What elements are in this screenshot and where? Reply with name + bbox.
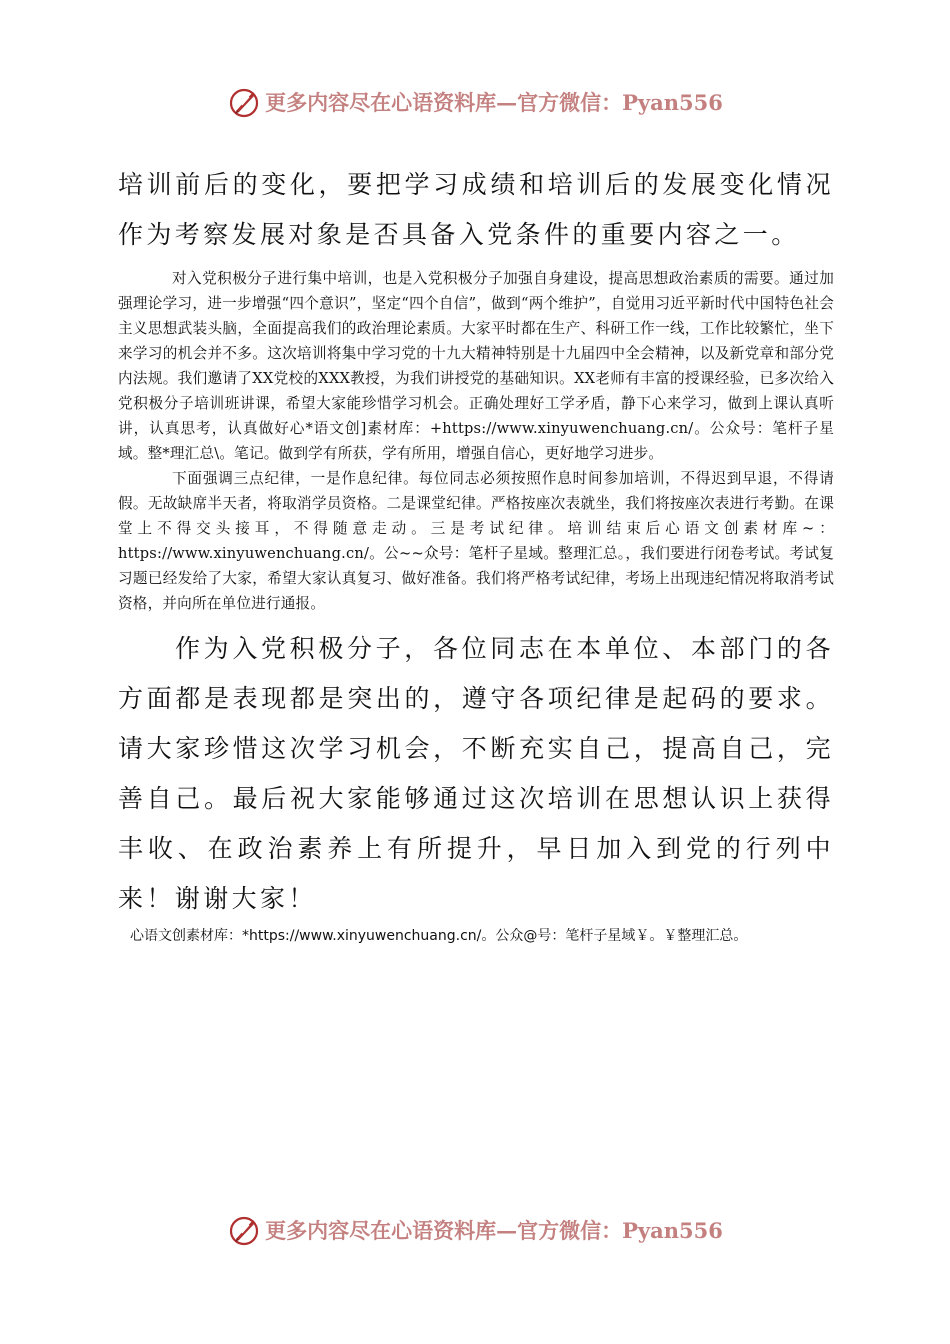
header-banner-text: 更多内容尽在心语资料库—官方微信：Pyan556 — [265, 90, 723, 115]
header-banner — [0, 82, 950, 122]
tail-note: 心语文创素材库：*https://www.xinyuwenchuang.cn/。公众@号：笔杆子星域￥。￥整理汇总。 — [130, 928, 748, 944]
paragraph-closing: 作为入党积极分子，各位同志在本单位、本部门的各方面都是表现都是突出的，遵守各项纪律是起码的要求。请大家珍惜这次学习机会，不断充实自己，提高自己，完善自己。最后祝大家能够通过这次培训在思想认识上获得丰收、在政治素养上有所提升，早日加入到党的行列中来！谢谢大家！ — [118, 634, 834, 913]
quill-logo-icon — [227, 1213, 261, 1247]
paragraph-training-purpose: 对入党积极分子进行集中培训，也是入党积极分子加强自身建设，提高思想政治素质的需要。通过加强理论学习，进一步增强“四个意识”，坚定“四个自信”，做到“两个维护”，自觉用习近平新时代中国特色社会主义思想武装头脑，全面提高我们的政治理论素质。大家平时都在生产、科研工作一线，工作比较繁忙，坐下来学习的机会并不多。这次培训将集中学习党的十九大精神特别是十九届四中全会精神，以及新党章和部分党内法规。我们邀请了XX党校的XXX教授，为我们讲授党的基础知识。XX老师有丰富的授课经验，已多次给入党积极分子培训班讲课，希望大家能珍惜学习机会。正确处理好工学矛盾，静下心来学习，做到上课认真听讲，认真思考，认真做好心*语文创]素材库：+https://www.xinyuwenchuang.cn/。公众号：笔杆子星域。整*理汇总\。笔记。做到学有所获，学有所用，增强自信心，更好地学习进步。 — [118, 270, 834, 462]
quill-logo-icon — [227, 85, 261, 119]
footer-banner-text: 更多内容尽在心语资料库—官方微信：Pyan556 — [265, 1218, 723, 1243]
document-body — [118, 160, 834, 948]
paragraph-discipline: 下面强调三点纪律，一是作息纪律。每位同志必须按照作息时间参加培训，不得迟到早退，不得请假。无故缺席半天者，将取消学员资格。二是课堂纪律。严格按座次表就坐，我们将按座次表进行考勤。在课堂上不得交头接耳，不得随意走动。三是考试纪律。培训结束后心语文创素材库~：https://www.xinyuwenchuang.cn/。公~~众号：笔杆子星域。整理汇总。，我们要进行闭卷考试。考试复习题已经发给了大家，希望大家认真复习、做好准备。我们将严格考试纪律，考场上出现违纪情况将取消考试资格，并向所在单位进行通报。 — [118, 470, 834, 612]
footer-banner — [0, 1210, 950, 1250]
paragraph-continuation: 培训前后的变化，要把学习成绩和培训后的发展变化情况作为考察发展对象是否具备入党条件的重要内容之一。 — [118, 170, 834, 249]
